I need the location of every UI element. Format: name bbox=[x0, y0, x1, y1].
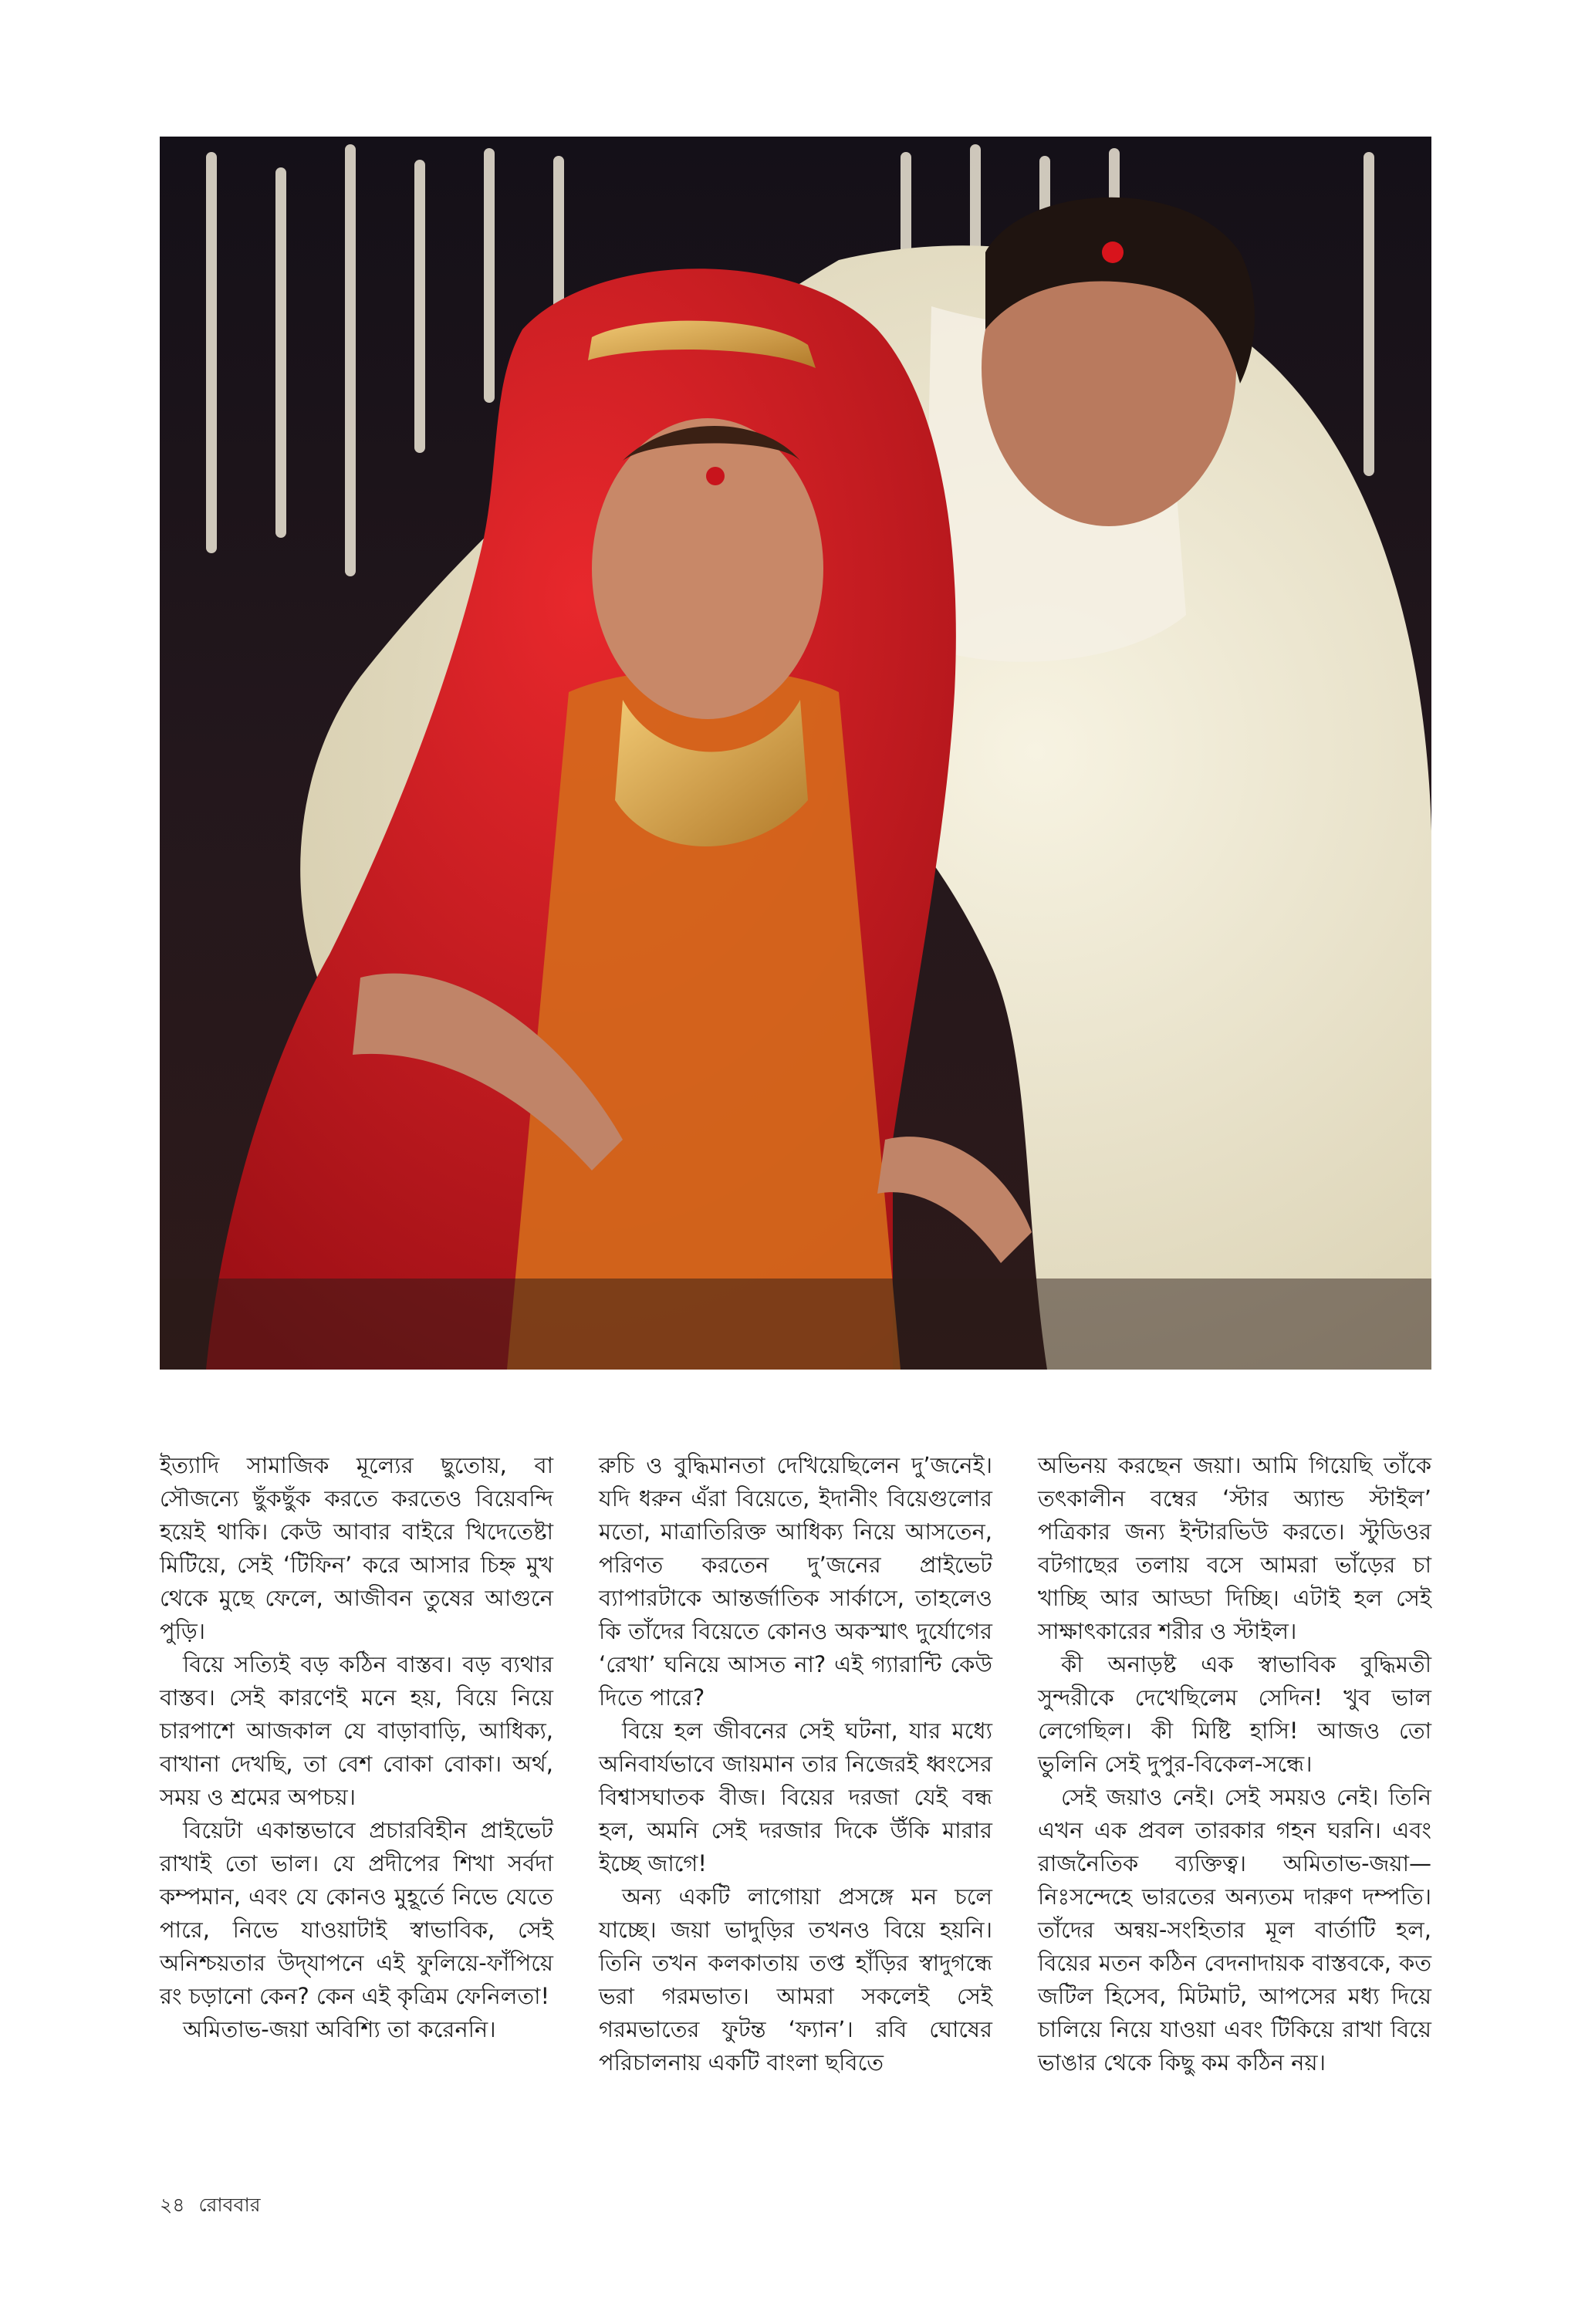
groom-tilak bbox=[1102, 242, 1124, 263]
article-column-1 bbox=[160, 1449, 553, 2143]
paragraph: অমিতাভ-জয়া অবিশ্যি তা করেননি। bbox=[183, 2016, 496, 2042]
article-column-2 bbox=[599, 1449, 992, 2143]
page-number: ২৪ bbox=[160, 2194, 185, 2216]
paragraph: বিয়ে সত্যিই বড় কঠিন বাস্তব। বড় ব্যথার বাস্তব। সেই কারণেই মনে হয়, বিয়ে নিয়ে চারপাশে আজকাল যে বাড়াবাড়ি, আধিক্য, বাখানা দেখছি, তা বেশ বোকা বোকা। অর্থ, সময় ও শ্রমের অপচয়। bbox=[160, 1651, 553, 1810]
paragraph: রুচি ও বুদ্ধিমানতা দেখিয়েছিলেন দু’জনেই। যদি ধরুন এঁরা বিয়েতে, ইদানীং বিয়েগুলোর মতো, মাত্রাতিরিক্ত আধিক্য নিয়ে আসতেন, পরিণত করতেন দু’জনের প্রাইভেট ব্যাপারটাকে আন্তর্জাতিক সার্কাসে, তাহলেও কি তাঁদের বিয়েতে কোনও অকস্মাৎ দুর্যোগের ‘রেখা’ ঘনিয়ে আসত না? এই গ্যারান্টি কেউ দিতে পারে? bbox=[599, 1452, 992, 1711]
publication-name: রোববার bbox=[198, 2194, 261, 2216]
paragraph: বিয়ে হল জীবনের সেই ঘটনা, যার মধ্যে অনিবার্যভাবে জায়মান তার নিজেরই ধ্বংসের বিশ্বাসঘাতক বীজ। বিয়ের দরজা যেই বন্ধ হল, অমনি সেই দরজার দিকে উঁকি মারার ইচ্ছে জাগে! bbox=[599, 1718, 992, 1876]
wedding-photo bbox=[160, 137, 1431, 1370]
paragraph: অন্য একটি লাগোয়া প্রসঙ্গে মন চলে যাচ্ছে। জয়া ভাদুড়ির তখনও বিয়ে হয়নি। তিনি তখন কলকাতায় তপ্ত হাঁড়ির স্বাদুগন্ধে ভরা গরমভাত। আমরা সকলেই সেই গরমভাতের ফুটন্ত ‘ফ্যান’। রবি ঘোষের পরিচালনায় একটি বাংলা ছবিতে bbox=[599, 1883, 992, 2076]
bride-bindi bbox=[706, 467, 725, 485]
page-footer bbox=[160, 2194, 260, 2217]
article-body bbox=[160, 1449, 1431, 2143]
article-column-3 bbox=[1038, 1449, 1431, 2143]
paragraph: বিয়েটা একান্তভাবে প্রচারবিহীন প্রাইভেট রাখাই তো ভাল। যে প্রদীপের শিখা সর্বদা কম্পমান, এবং যে কোনও মুহূর্তে নিভে যেতে পারে, নিভে যাওয়াটাই স্বাভাবিক, সেই অনিশ্চয়তার উদ্‌যাপনে এই ফুলিয়ে-ফাঁপিয়ে রং চড়ানো কেন? কেন এই কৃত্রিম ফেনিলতা! bbox=[160, 1817, 553, 2009]
wedding-photo-icon bbox=[160, 137, 1431, 1370]
paragraph: কী অনাড়ষ্ট এক স্বাভাবিক বুদ্ধিমতী সুন্দরীকে দেখেছিলেম সেদিন! খুব ভাল লেগেছিল। কী মিষ্টি হাসি! আজও তো ভুলিনি সেই দুপুর-বিকেল-সন্ধে। bbox=[1038, 1651, 1431, 1777]
paragraph: ইত্যাদি সামাজিক মূল্যের ছুতোয়, বা সৌজন্যে ছুঁকছুঁক করতে করতেও বিয়েবন্দি হয়েই থাকি। কেউ আবার বাইরে খিদেতেষ্টা মিটিয়ে, সেই ‘টিফিন’ করে আসার চিহ্ন মুখ থেকে মুছে ফেলে, আজীবন তুষের আগুনে পুড়ি। bbox=[160, 1452, 553, 1644]
bride-face bbox=[592, 418, 823, 719]
paragraph: সেই জয়াও নেই। সেই সময়ও নেই। তিনি এখন এক প্রবল তারকার গহন ঘরনি। এবং রাজনৈতিক ব্যক্তিত্ব। অমিতাভ-জয়া— নিঃসন্দেহে ভারতের অন্যতম দারুণ দম্পতি। তাঁদের অন্বয়-সংহিতার মূল বার্তাটি হল, বিয়ের মতন কঠিন বেদনাদায়ক বাস্তবকে, কত জটিল হিসেব, মিটমাট, আপসের মধ্য দিয়ে চালিয়ে নিয়ে যাওয়া এবং টিকিয়ে রাখা বিয়ে ভাঙার থেকে কিছু কম কঠিন নয়। bbox=[1038, 1784, 1431, 2076]
paragraph: অভিনয় করছেন জয়া। আমি গিয়েছি তাঁকে তৎকালীন বম্বের ‘স্টার অ্যান্ড স্টাইল’ পত্রিকার জন্য ইন্টারভিউ করতে। স্টুডিওর বটগাছের তলায় বসে আমরা ভাঁড়ের চা খাচ্ছি আর আড্ডা দিচ্ছি। এটাই হল সেই সাক্ষাৎকারের শরীর ও স্টাইল। bbox=[1038, 1452, 1431, 1644]
